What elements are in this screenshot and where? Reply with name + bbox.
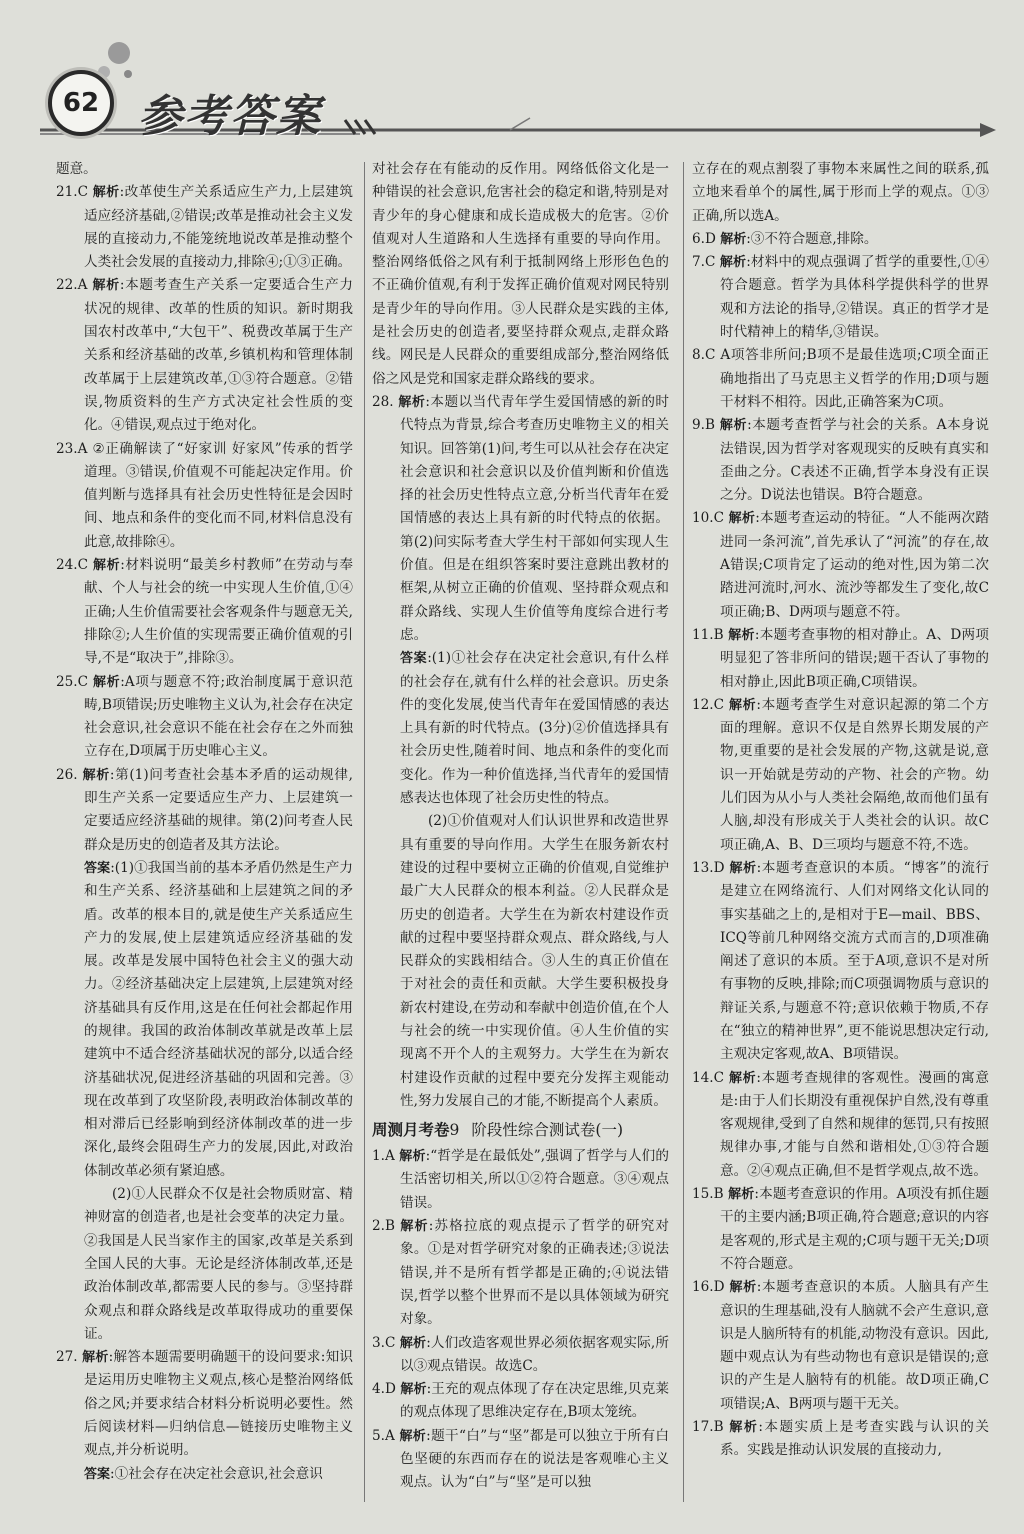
answer-key-part bbox=[56, 1183, 353, 1346]
question-number: 12.C bbox=[692, 696, 730, 713]
analysis-label: 解析 bbox=[729, 1280, 757, 1296]
question-number: 23.A bbox=[56, 440, 93, 457]
answer-text: :①社会存在决定社会意识,社会意识 bbox=[110, 1465, 323, 1482]
analysis-label: 解析 bbox=[82, 1350, 109, 1366]
analysis-label: 解析 bbox=[399, 1335, 427, 1351]
answer-text: :本题考查意识的本质。“博客”的流行是建立在网络流行、人们对网络文化认同的事实基础之上的,是相对于E—mail、BBS、ICQ等前几种网络交流方式而言的,D项准确阐述了意识的本质。至于A项,意识不是对所有事物的反映,排除;而C项强调物质与意识的辩证关系,与题意不符;意识依赖于物质,不存在“独立的精神世界”,更不能说思想决定行动,主观决定客观,故A、B项错误。 bbox=[720, 859, 989, 1063]
answer-item bbox=[692, 507, 989, 623]
question-number: 13.D bbox=[692, 859, 730, 876]
answer-item bbox=[56, 181, 353, 274]
decor-dot bbox=[108, 42, 130, 64]
analysis-label: 解析 bbox=[729, 860, 757, 876]
answer-text: :“哲学是在最低处”,强调了哲学与人们的生活密切相关,所以①②符合题意。③④观点错误。 bbox=[400, 1148, 669, 1211]
section-name: 周测月考卷 bbox=[372, 1121, 450, 1140]
answer-text: :第(1)问考查社会基本矛盾的运动规律,即生产关系一定要适应生产力、上层建筑一定要适应经济基础的规律。第(2)问考查人民群众是历史的创造者及其方法论。 bbox=[84, 766, 353, 853]
analysis-label: 解析 bbox=[728, 627, 755, 643]
column-divider bbox=[364, 162, 365, 1502]
answer-text: :材料中的观点强调了哲学的重要性,①④符合题意。哲学为具体科学提供科学的世界观和方法论的指导,②错误。真正的哲学才是时代精神上的精华,③错误。 bbox=[720, 254, 989, 341]
question-number: 4.D bbox=[372, 1381, 401, 1398]
answer-item bbox=[372, 1332, 669, 1379]
answer-text: :材料说明“最美乡村教师”在劳动与奉献、个人与社会的统一中实现人生价值,①④正确;人生价值需要社会客观条件与题意无关,排除②;人生价值的实现需要正确价值观的引导,不是“取决于”,排除③。 bbox=[84, 557, 353, 667]
analysis-label: 解析 bbox=[92, 185, 120, 201]
answer-text: :王充的观点体现了存在决定思维,贝克莱的观点体现了思维决定存在,B项太笼统。 bbox=[400, 1381, 669, 1421]
answer-continuation bbox=[372, 158, 669, 391]
answer-item bbox=[692, 228, 989, 251]
answer-text: :题干“白”与“坚”都是可以独立于所有白色坚硬的东西而存在的说法是客观唯心主义观点。认为“白”与“坚”是可以独 bbox=[400, 1427, 669, 1491]
answer-text: :人们改造客观世界必须依据客观实际,所以③观点错误。故选C。 bbox=[400, 1334, 669, 1374]
answer-key bbox=[372, 647, 669, 810]
page-number-badge bbox=[48, 70, 114, 136]
answer-item bbox=[56, 764, 353, 857]
answer-text: :解答本题需要明确题干的设问要求:知识是运用历史唯物主义观点,核心是整治网络低俗之风;并要求结合材料分析说明必要性。然后阅读材料—归纳信息—链接历史唯物主义观点,并分析说明。 bbox=[84, 1349, 353, 1459]
analysis-label: 解析 bbox=[399, 1149, 426, 1165]
answer-item bbox=[692, 624, 989, 694]
answer-key bbox=[56, 857, 353, 1183]
answer-item bbox=[692, 1276, 989, 1416]
section-heading bbox=[372, 1117, 669, 1143]
analysis-label: 解析 bbox=[92, 674, 121, 690]
question-number: 11.B bbox=[692, 626, 729, 643]
answer-continuation bbox=[56, 158, 353, 181]
answer-label: 答案 bbox=[400, 651, 428, 667]
question-number: 6.D bbox=[692, 230, 721, 247]
page-header bbox=[0, 0, 1024, 160]
answer-item bbox=[56, 554, 353, 670]
answer-item bbox=[692, 857, 989, 1067]
question-number: 8.C bbox=[692, 347, 721, 364]
answer-text: :本题以当代青年学生爱国情感的新的时代特点为背景,综合考查历史唯物主义的相关知识。回答第(1)问,考生可以从社会存在决定社会意识和社会意识以及价值判断和价值选择的社会历史性特点立意,分析当代青年在爱国情感的表达上具有新的时代特点的依据。第(2)问实际考查大学生村干部如何实现人生价值。但是在组织答案时要注意跳出教材的框架,从树立正确的价值观、坚持群众观点和群众路线、实现人生价值等角度综合进行考虑。 bbox=[400, 393, 669, 643]
answer-text: :本题考查哲学与社会的关系。A本身说法错误,因为哲学对客观现实的反映有真实和歪曲之分。C表述不正确,哲学本身没有正误之分。D说法也错误。B符合题意。 bbox=[720, 417, 989, 504]
answer-item bbox=[56, 274, 353, 437]
answer-item bbox=[372, 391, 669, 647]
analysis-label: 解析 bbox=[728, 511, 756, 527]
answer-text: :本题考查生产关系一定要适合生产力状况的规律、改革的性质的知识。新时期我国农村改革中,“大包干”、税费改革属于生产关系和经济基础的改革,乡镇机构和管理体制改革属于上层建筑改革,①③符合题意。②错误,物质资料的生产方式决定社会性质的变化。④错误,观点过于绝对化。 bbox=[84, 277, 353, 434]
section-number: 9 bbox=[449, 1121, 460, 1140]
answer-text: :本题考查规律的客观性。漫画的寓意是:由于人们长期没有重视保护自然,没有尊重客观规律,受到了自然和规律的惩罚,只有按照规律办事,才能与自然和谐相处,①③符合题意。②④观点正确,但不是哲学观点,故不选。 bbox=[720, 1069, 989, 1179]
analysis-label: 解析 bbox=[398, 394, 426, 410]
answer-text: :(1)①社会存在决定社会意识,有什么样的社会存在,就有什么样的社会意识。历史条件的变化发展,使当代青年在爱国情感的表达上具有新的时代特点。(3分)②价值选择具有社会历史性,随着时间、地点和条件的变化而变化。作为一种价值选择,当代青年的爱国情感表达也体现了社会历史性的特点。 bbox=[400, 650, 669, 807]
question-number: 28. bbox=[372, 393, 399, 410]
answer-text: :本题考查学生对意识起源的第二个方面的理解。意识不仅是自然界长期发展的产物,更重要的是社会发展的产物,这就是说,意识一开始就是劳动的产物、社会的产物。幼儿们因为从小与人类社会隔绝,故而他们虽有人脑,却没有形成关于人类社会的认识。故C项正确,A、B、D三项均与题意不符,不选。 bbox=[720, 696, 989, 853]
answer-text: 对社会存在有能动的反作用。网络低俗文化是一种错误的社会意识,危害社会的稳定和谐,特别是对青少年的身心健康和成长造成极大的危害。②价值观对人生道路和人生选择有重要的导向作用。整治网络低俗之风有利于抵制网络上形形色色的不正确价值观,有利于发挥正确价值观对网民特别是青少年的导向作用。③人民群众是实践的主体,是社会历史的创造者,要坚持群众观点,走群众路线。网民是人民群众的重要组成部分,整治网络低俗之风是党和国家走群众路线的要求。 bbox=[372, 161, 669, 387]
answer-text: A项答非所问;B项不是最佳选项;C项全面正确地指出了马克思主义哲学的作用;D项与题干材料不相符。因此,正确答案为C项。 bbox=[720, 347, 989, 410]
question-number: 9.B bbox=[692, 417, 720, 434]
answer-item bbox=[692, 1183, 989, 1276]
answer-text: :本题实质上是考查实践与认识的关系。实践是推动认识发展的直接动力, bbox=[720, 1419, 989, 1459]
question-number: 7.C bbox=[692, 254, 720, 271]
answer-key bbox=[56, 1463, 353, 1486]
answer-label: 答案 bbox=[84, 860, 111, 876]
answer-text: :本题考查事物的相对静止。A、D两项明显犯了答非所问的错误;题干否认了事物的相对静止,因此B项正确,C项错误。 bbox=[720, 626, 989, 690]
answer-text: :本题考查运动的特征。“人不能两次踏进同一条河流”,首先承认了“河流”的存在,故A错误;C项肯定了运动的绝对性,因为第二次踏进河流时,河水、流沙等都发生了变化,故C项正确;B、D两项与题意不符。 bbox=[720, 510, 989, 620]
answer-text: 立存在的观点割裂了事物本来属性之间的联系,孤立地来看单个的属性,属于形而上学的观点。①③正确,所以选A。 bbox=[692, 161, 989, 224]
analysis-label: 解析 bbox=[92, 558, 121, 574]
question-number: 14.C bbox=[692, 1069, 730, 1086]
question-number: 21.C bbox=[56, 184, 93, 201]
question-number: 10.C bbox=[692, 510, 729, 527]
answer-text: :A项与题意不符;政治制度属于意识范畴,B项错误;历史唯物主义认为,社会存在决定社会意识,社会意识不能在社会存在之外而独立存在,D项属于历史唯心主义。 bbox=[84, 673, 353, 760]
analysis-label: 解析 bbox=[720, 231, 747, 247]
analysis-label: 解析 bbox=[82, 767, 110, 783]
answer-key-part bbox=[372, 810, 669, 1113]
question-number: 16.D bbox=[692, 1279, 730, 1296]
analysis-label: 解析 bbox=[92, 278, 120, 294]
analysis-label: 解析 bbox=[400, 1382, 427, 1398]
answer-text: 题意。 bbox=[56, 161, 97, 177]
answer-text: :(1)①我国当前的基本矛盾仍然是生产力和生产关系、经济基础和上层建筑之间的矛盾。改革的根本目的,就是使生产关系适应生产力的发展,使上层建筑适应经济基础的发展。改革是发展中国特色社会主义的强大动力。②经济基础决定上层建筑,上层建筑对经济基础具有反作用,这是在任何社会都起作用的规律。我国的政治体制改革就是改革上层建筑中不适合经济基础状况的部分,以适合经济基础状况,促进经济基础的巩固和完善。③现在改革到了攻坚阶段,表明政治体制改革的相对滞后已经影响到经济体制改革的进一步深化,最终会阻碍生产力的发展,因此,对政治体制改革必须有紧迫感。 bbox=[84, 859, 353, 1179]
answer-item bbox=[56, 1346, 353, 1462]
answer-item bbox=[372, 1145, 669, 1215]
answer-item bbox=[692, 344, 989, 414]
answer-item bbox=[56, 438, 353, 554]
answer-text: (2)①价值观对人们认识世界和改造世界具有重要的导向作用。大学生在服务新农村建设的过程中要树立正确的价值观,自觉维护最广大人民群众的根本利益。②人民群众是历史的创造者。大学生在为新农村建设作贡献的过程中要坚持群众观点、群众路线,与人民群众的实践相结合。③人生的真正价值在于对社会的责任和贡献。大学生要积极投身新农村建设,在劳动和奉献中创造价值,在个人与社会的统一中实现价值。④人生价值的实现离不开个人的主观努力。大学生在为新农村建设作贡献的过程中要充分发挥主观能动性,努力发展自己的才能,不断提高个人素质。 bbox=[400, 813, 669, 1109]
answer-text: :改革使生产关系适应生产力,上层建筑适应经济基础,②错误;改革是推动社会主义发展的直接动力,不能笼统地说改革是推动整个人类社会发展的直接动力,排除④;①③正确。 bbox=[84, 184, 353, 271]
answer-item bbox=[692, 1416, 989, 1463]
answer-text: :本题考查意识的本质。人脑具有产生意识的生理基础,没有人脑就不会产生意识,意识是人脑所特有的机能,动物没有意识。因此,题中观点认为有些动物也有意识是错误的;意识的产生是人脑特有的机能。故D项正确,C项错误;A、B两项与题干无关。 bbox=[720, 1279, 989, 1412]
column-divider bbox=[683, 162, 684, 1502]
decor-dot bbox=[124, 70, 132, 78]
question-number: 25.C bbox=[56, 673, 93, 690]
answer-column-3 bbox=[692, 158, 989, 1463]
question-number: 24.C bbox=[56, 557, 93, 574]
question-number: 22.A bbox=[56, 277, 93, 294]
analysis-label: 解析 bbox=[729, 1070, 757, 1086]
answer-text: (2)①人民群众不仅是社会物质财富、精神财富的创造者,也是社会变革的决定力量。②我国是人民当家作主的国家,改革是关系到全国人民的大事。无论是经济体制改革,还是政治体制改革,都需要人民的参与。③坚持群众观点和群众路线是改革取得成功的重要保证。 bbox=[84, 1186, 353, 1342]
answer-text: :本题考查意识的作用。A项没有抓住题干的主要内涵;B项正确,符合题意;意识的内容是客观的,形式是主观的;C项与题干无关;D项不符合题意。 bbox=[720, 1186, 989, 1272]
answer-item bbox=[692, 694, 989, 857]
answer-text: ②正确解读了“好家训 好家风”传承的哲学道理。③错误,价值观不可能起决定作用。价值判断与选择具有社会历史性特征是会因时间、地点和条件的变化而不同,材料信息没有此意,故排除④。 bbox=[84, 440, 354, 550]
answer-item bbox=[372, 1378, 669, 1425]
question-number: 5.A bbox=[372, 1427, 400, 1444]
analysis-label: 解析 bbox=[729, 697, 757, 713]
answer-text: :苏格拉底的观点提示了哲学的研究对象。①是对哲学研究对象的正确表述;③说法错误,并不是所有哲学都是正确的;④说法错误,哲学以整个世界而不是以具体领域为研究对象。 bbox=[400, 1218, 669, 1328]
answer-item bbox=[56, 671, 353, 764]
answer-column-2 bbox=[372, 158, 669, 1495]
analysis-label: 解析 bbox=[400, 1219, 429, 1235]
question-number: 2.B bbox=[372, 1218, 401, 1235]
answer-continuation bbox=[692, 158, 989, 228]
analysis-label: 解析 bbox=[729, 1420, 759, 1436]
question-number: 17.B bbox=[692, 1419, 730, 1436]
page-title: 参考答案 bbox=[138, 91, 322, 142]
answer-item bbox=[372, 1215, 669, 1331]
answer-label: 答案 bbox=[84, 1466, 111, 1482]
answer-item bbox=[692, 251, 989, 344]
question-number: 3.C bbox=[372, 1334, 400, 1351]
question-number: 1.A bbox=[372, 1148, 400, 1165]
page-number: 62 bbox=[62, 88, 100, 118]
answer-column-1 bbox=[56, 158, 353, 1486]
answer-item bbox=[372, 1425, 669, 1495]
question-number: 15.B bbox=[692, 1186, 729, 1203]
question-number: 26. bbox=[56, 766, 83, 783]
analysis-label: 解析 bbox=[728, 1187, 755, 1203]
analysis-label: 解析 bbox=[719, 255, 747, 271]
analysis-label: 解析 bbox=[399, 1428, 427, 1444]
question-number: 27. bbox=[56, 1349, 83, 1366]
answer-text: :③不符合题意,排除。 bbox=[746, 230, 878, 247]
analysis-label: 解析 bbox=[719, 418, 748, 434]
section-subtitle: 阶段性综合测试卷(一) bbox=[471, 1121, 623, 1140]
answer-item bbox=[692, 1067, 989, 1183]
answer-item bbox=[692, 414, 989, 507]
